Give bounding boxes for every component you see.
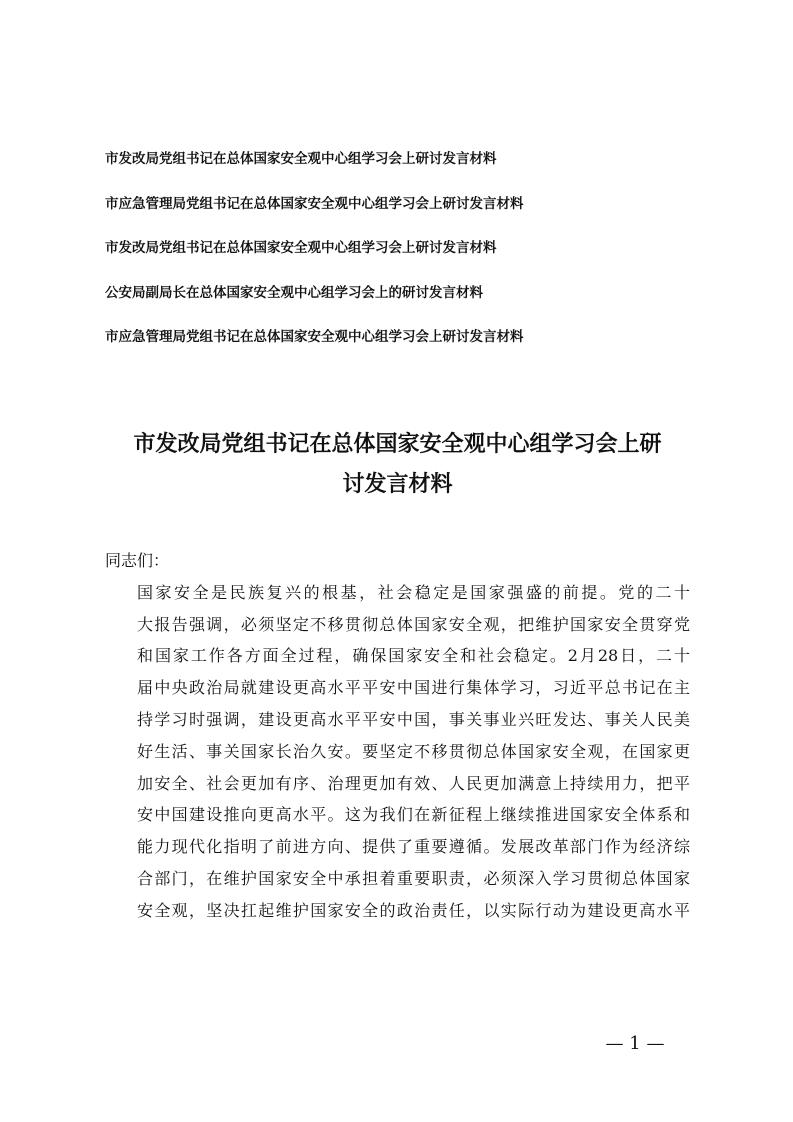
body-line: 好生活、事关国家长治久安。要坚定不移贯彻总体国家安全观，在国家更 — [137, 741, 690, 761]
title-line-2: 讨发言材料 — [342, 472, 453, 497]
toc-item[interactable]: 市发改局党组书记在总体国家安全观中心组学习会上研讨发言材料 — [105, 240, 497, 256]
document-body — [105, 545, 690, 927]
salutation: 同志们： — [105, 551, 170, 570]
toc-item[interactable]: 市应急管理局党组书记在总体国家安全观中心组学习会上研讨发言材料 — [105, 329, 524, 345]
title-line-1: 市发改局党组书记在总体国家安全观中心组学习会上研 — [133, 432, 662, 457]
body-line: 持学习时强调，建设更高水平平安中国，事关事业兴旺发达、事关人民美 — [137, 709, 690, 729]
toc-item[interactable]: 市应急管理局党组书记在总体国家安全观中心组学习会上研讨发言材料 — [105, 195, 524, 212]
table-of-contents — [105, 150, 705, 373]
body-line: 国家安全是民族复兴的根基，社会稳定是国家强盛的前提。党的二十 — [137, 582, 690, 602]
body-line: 安全观，坚决扛起维护国家安全的政治责任，以实际行动为建设更高水平 — [137, 900, 690, 920]
body-line: 和国家工作各方面全过程，确保国家安全和社会稳定。2月28日，二十 — [137, 646, 690, 666]
body-line: 合部门，在维护国家安全中承担着重要职责，必须深入学习贯彻总体国家 — [137, 868, 690, 888]
toc-item[interactable]: 市发改局党组书记在总体国家安全观中心组学习会上研讨发言材料 — [105, 151, 497, 167]
body-line: 届中央政治局就建设更高水平平安中国进行集体学习，习近平总书记在主 — [137, 678, 690, 698]
page-number: — 1 — — [605, 1033, 665, 1054]
body-paragraph — [105, 577, 690, 927]
body-line: 安中国建设推向更高水平。这为我们在新征程上继续推进国家安全体系和 — [137, 805, 690, 825]
body-line: 加安全、社会更加有序、治理更加有效、人民更加满意上持续用力，把平 — [137, 773, 690, 793]
body-line: 能力现代化指明了前进方向、提供了重要遵循。发展改革部门作为经济综 — [137, 837, 690, 857]
body-line: 大报告强调，必须坚定不移贯彻总体国家安全观，把维护国家安全贯穿党 — [137, 614, 690, 634]
toc-item[interactable]: 公安局副局长在总体国家安全观中心组学习会上的研讨发言材料 — [105, 284, 483, 301]
document-title — [105, 425, 690, 505]
